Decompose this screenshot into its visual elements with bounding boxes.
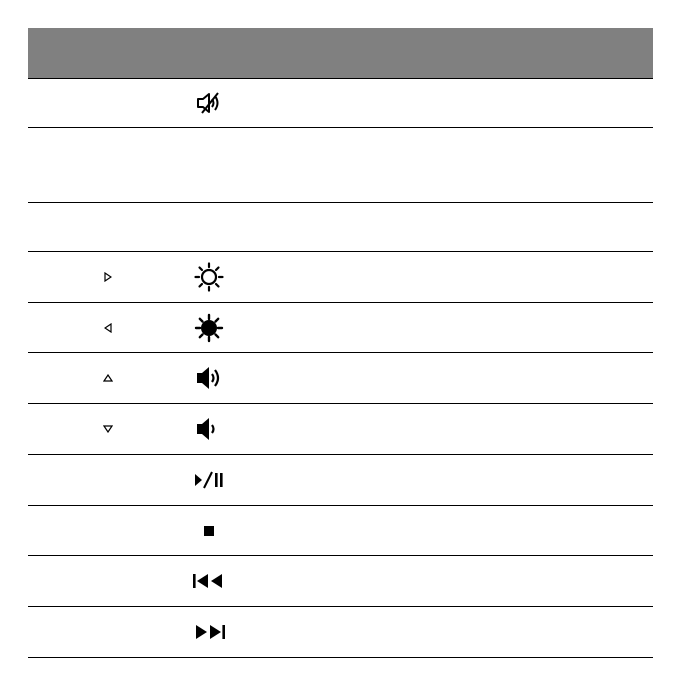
table-row xyxy=(28,556,653,607)
hotkey-table xyxy=(28,28,653,658)
table-row xyxy=(28,607,653,658)
volume-up-icon xyxy=(191,363,227,393)
up-triangle-icon xyxy=(101,371,115,385)
table-row xyxy=(28,506,653,556)
play-pause-icon xyxy=(191,465,227,495)
stop-icon xyxy=(191,516,227,546)
table-row xyxy=(28,353,653,404)
left-triangle-icon xyxy=(101,321,115,335)
next-track-icon xyxy=(191,617,227,647)
table-row xyxy=(28,455,653,506)
volume-down-icon xyxy=(191,414,227,444)
previous-track-icon xyxy=(191,566,227,596)
table-row xyxy=(28,79,653,128)
right-triangle-icon xyxy=(101,270,115,284)
table-row xyxy=(28,303,653,353)
brightness-up-icon xyxy=(191,262,227,292)
brightness-down-icon xyxy=(191,313,227,343)
table-row xyxy=(28,252,653,303)
table-header xyxy=(28,28,653,79)
table-row xyxy=(28,404,653,455)
table-row xyxy=(28,128,653,203)
table-row xyxy=(28,203,653,252)
down-triangle-icon xyxy=(101,422,115,436)
speaker-mute-icon xyxy=(191,88,227,118)
